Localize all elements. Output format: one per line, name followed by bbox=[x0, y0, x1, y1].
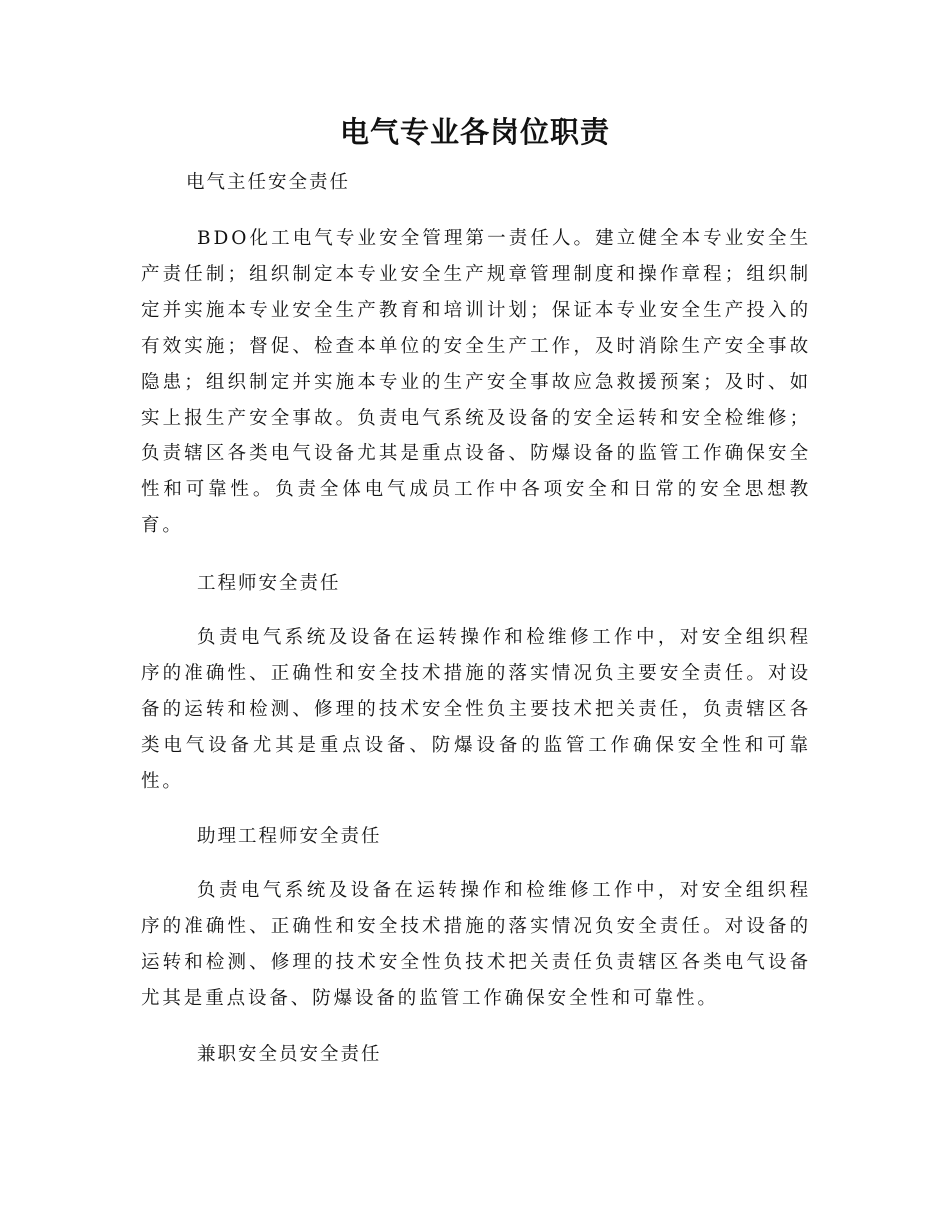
section-heading-assistant-engineer: 助理工程师安全责任 bbox=[197, 826, 382, 847]
section-heading-safety-officer: 兼职安全员安全责任 bbox=[197, 1044, 382, 1065]
section-body-director: BDO化工电气专业安全管理第一责任人。建立健全本专业安全生产责任制；组织制定本专业安全生产规章管理制度和操作章程；组织制定并实施本专业安全生产教育和培训计划；保证本专业安全生产投入的有效实施；督促、检查本单位的安全生产工作，及时消除生产安全事故隐患；组织制定并实施本专业的生产安全事故应急救援预案；及时、如实上报生产安全事故。负责电气系统及设备的安全运转和安全检维修；负责辖区各类电气设备尤其是重点设备、防爆设备的监管工作确保安全性和可靠性。负责全体电气成员工作中各项安全和日常的安全思想教育。 bbox=[141, 228, 811, 537]
section-body-engineer: 负责电气系统及设备在运转操作和检维修工作中，对安全组织程序的准确性、正确性和安全技术措施的落实情况负主要安全责任。对设备的运转和检测、修理的技术安全性负主要技术把关责任，负责辖区各类电气设备尤其是重点设备、防爆设备的监管工作确保安全性和可靠性。 bbox=[141, 627, 811, 792]
section-heading-director: 电气主任安全责任 bbox=[186, 172, 351, 193]
section-body-assistant-engineer: 负责电气系统及设备在运转操作和检维修工作中，对安全组织程序的准确性、正确性和安全技术措施的落实情况负安全责任。对设备的运转和检测、修理的技术安全性负技术把关责任负责辖区各类电气设备尤其是重点设备、防爆设备的监管工作确保安全性和可靠性。 bbox=[141, 880, 811, 1009]
section-heading-engineer: 工程师安全责任 bbox=[197, 573, 341, 594]
page-title: 电气专业各岗位职责 bbox=[339, 115, 610, 149]
